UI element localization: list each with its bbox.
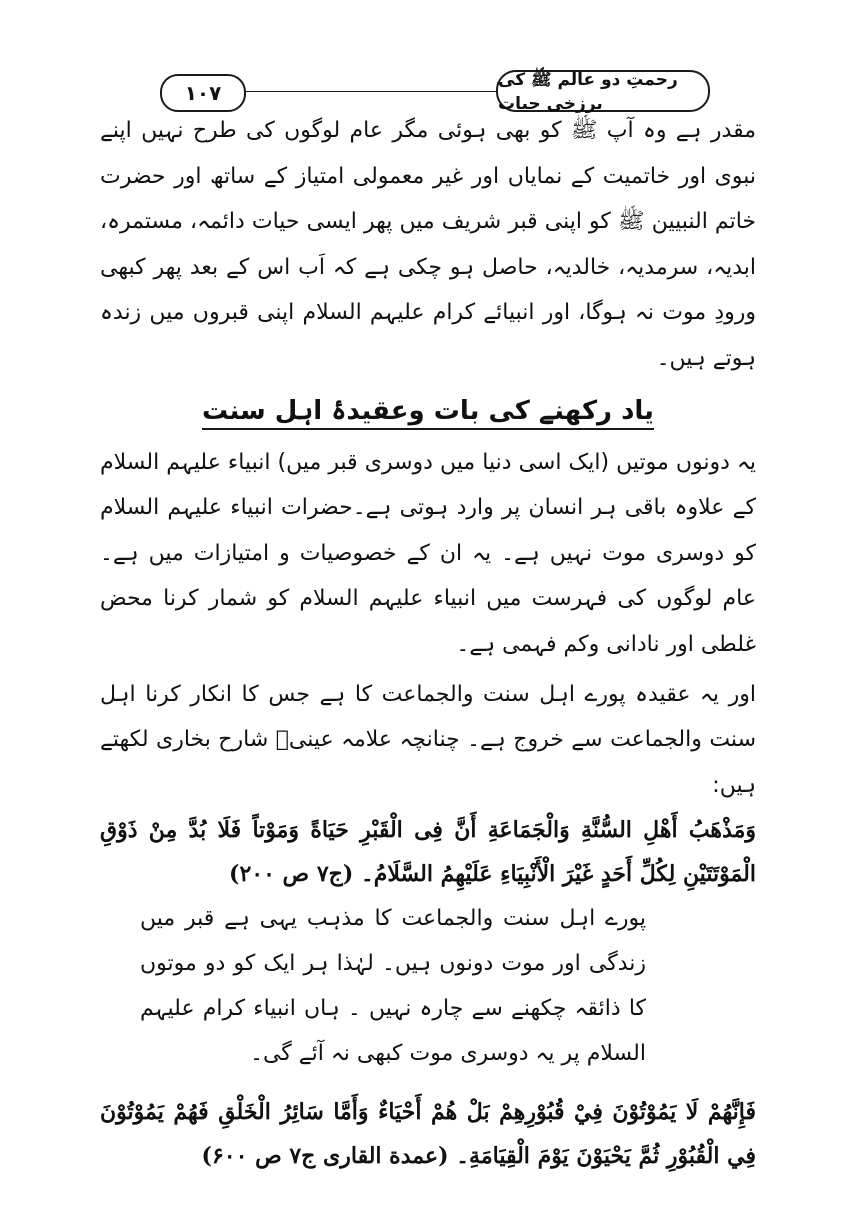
book-title: رحمتِ دو عالم ﷺ کی برزخی حیات: [496, 70, 710, 112]
arabic-quote-2: فَإِنَّهُمْ لَا يَمُوْتُوْنَ فِيْ قُبُوْرِهِمْ بَلْ هُمْ أَحْيَاءٌ وَأَمَّا سَائِرُ الْخَلْقِ فَهُمْ يَمُوْتُوْنَ فِي الْقُبُوْرِ ثُمَّ يَحْيَوْنَ يَوْمَ الْقِيَامَةِ۔ (عمدة القارى ج۷ ص ۶۰۰): [100, 1099, 756, 1170]
page-number: ۱۰۷: [160, 74, 246, 112]
section-heading: [100, 382, 756, 440]
translation-1: پورے اہل سنت والجماعت کا مذہب یہی ہے قبر میں زندگی اور موت دونوں ہیں۔ لہٰذا ہر ایک کو دو موتوں کا ذائقہ چکھنے سے چارہ نہیں ۔ ہاں انبیاء کرام علیہم السلام پر یہ دوسری موت کبھی نہ آئے گی۔: [140, 906, 646, 1067]
section-heading-text: یاد رکھنے کی بات وعقیدۂ اہل سنت: [202, 396, 654, 430]
arabic-quote-1: وَمَذْهَبُ أَهْلِ السُّنَّةِ وَالْجَمَاعَةِ أَنَّ فِى الْقَبْرِ حَيَاةً وَمَوْتاً فَلَا بُدَّ مِنْ ذَوْقِ الْمَوْتَتَيْنِ لِكُلِّ أَحَدٍ غَيْرَ الْأَنْبِيَاءِ عَلَيْهِمُ السَّلَامُ۔ (ج۷ ص ۲۰۰): [100, 817, 756, 888]
paragraph-1: مقدر ہے وہ آپ ﷺ کو بھی ہوئی مگر عام لوگوں کی طرح نہیں اپنے نبوی اور خاتمیت کے نمایاں اور غیر معمولی امتیاز کے ساتھ اور حضرت خاتم النبیین ﷺ کو اپنی قبر شریف میں پھر ایسی حیات دائمہ، مستمرہ، ابدیہ، سرمدیہ، خالدیہ، حاصل ہو چکی ہے کہ اَب اس کے بعد پھر کبھی ورودِ موت نہ ہوگا، اور انبیائے کرام علیہم السلام اپنی قبروں میں زندہ ہوتے ہیں۔: [100, 118, 756, 371]
paragraph-3: اور یہ عقیدہ پورے اہل سنت والجماعت کا ہے جس کا انکار کرنا اہل سنت والجماعت سے خروج ہے۔ چنانچہ علامہ عینیؒ شارح بخاری لکھتے ہیں:: [100, 681, 756, 798]
paragraph-2: یہ دونوں موتیں (ایک اسی دنیا میں دوسری قبر میں) انبیاء علیہم السلام کے علاوہ باقی ہر انسان پر وارد ہوتی ہے۔حضرات انبیاء علیہم السلام کو دوسری موت نہیں ہے۔ یہ ان کے خصوصیات و امتیازات میں ہے۔ عام لوگوں کی فہرست میں انبیاء علیہم السلام کو شمار کرنا محض غلطی اور نادانی وکم فہمی ہے۔: [100, 449, 756, 657]
page-body: [100, 108, 756, 1178]
